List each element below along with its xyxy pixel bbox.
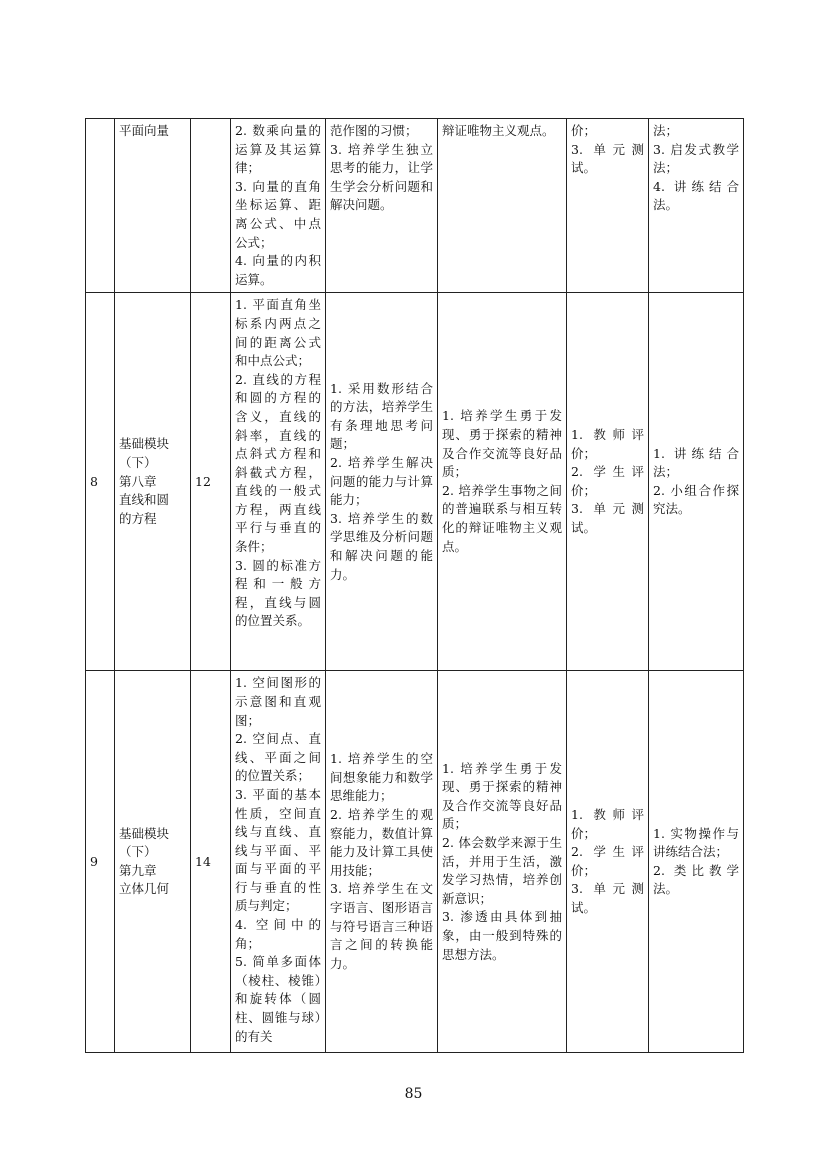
ability-cell: 1. 培养学生的空间想象能力和数学思维能力； 2. 培养学生的观察能力，数值计算能力及计算工具使用技能； 3. 培养学生在文字语言、图形语言与符号语言三种语言之间的转换能力。	[326, 671, 438, 1053]
evaluation-cell: 价； 3. 单元测试。	[567, 119, 649, 293]
content-cell: 1. 平面直角坐标系内两点之间的距离公式和中点公式； 2. 直线的方程和圆的方程的含义，直线的斜率，直线的点斜式方程和斜截式方程，直线的一般式方程，两直线平行与垂直的条件； 3. 圆的标准方程和一般方程，直线与圆的位置关系。	[231, 293, 326, 671]
page-number: 85	[404, 1086, 423, 1102]
evaluation-cell: 1. 教师评价； 2. 学生评价； 3. 单元测试。	[567, 293, 649, 671]
content-cell: 2. 数乘向量的运算及其运算律； 3. 向量的直角坐标运算、距离公式、中点公式； 4. 向量的内积运算。	[231, 119, 326, 293]
content-cell: 1. 空间图形的示意图和直观图； 2. 空间点、直线、平面之间的位置关系； 3. 平面的基本性质，空间直线与直线、直线与平面、平面与平面的平行与垂直的性质与判定； 4. 空间中的角； 5. 简单多面体（棱柱、棱锥）和旋转体（圆柱、圆锥与球）的有关	[231, 671, 326, 1053]
syllabus-table	[85, 118, 744, 1053]
table-row	[86, 671, 744, 1053]
hours-cell	[191, 119, 231, 293]
moral-cell: 辩证唯物主义观点。	[438, 119, 567, 293]
moral-cell: 1. 培养学生勇于发现、勇于探索的精神及合作交流等良好品质； 2. 培养学生事物之间的普遍联系与相互转化的辩证唯物主义观点。	[438, 293, 567, 671]
evaluation-cell: 1. 教师评价； 2. 学生评价； 3. 单元测试。	[567, 671, 649, 1053]
row-index: 8	[86, 293, 115, 671]
ability-cell: 1. 采用数形结合的方法，培养学生有条理地思考问题； 2. 培养学生解决问题的能力与计算能力； 3. 培养学生的数学思维及分析问题和解决问题的能力。	[326, 293, 438, 671]
methods-cell: 1. 讲练结合法； 2. 小组合作探究法。	[649, 293, 744, 671]
table-row	[86, 119, 744, 293]
table-row	[86, 293, 744, 671]
ability-cell: 范作图的习惯； 3. 培养学生独立思考的能力，让学生学会分析问题和解决问题。	[326, 119, 438, 293]
row-index	[86, 119, 115, 293]
methods-cell: 法； 3. 启发式教学法； 4. 讲练结合法。	[649, 119, 744, 293]
unit-cell: 基础模块 （下） 第九章 立体几何	[115, 671, 191, 1053]
unit-cell: 平面向量	[115, 119, 191, 293]
unit-cell: 基础模块 （下） 第八章 直线和圆 的方程	[115, 293, 191, 671]
moral-cell: 1. 培养学生勇于发现、勇于探索的精神及合作交流等良好品质； 2. 体会数学来源于生活，并用于生活，激发学习热情，培养创新意识； 3. 渗透由具体到抽象，由一般到特殊的思想方法。	[438, 671, 567, 1053]
hours-cell: 12	[191, 293, 231, 671]
hours-cell: 14	[191, 671, 231, 1053]
row-index: 9	[86, 671, 115, 1053]
methods-cell: 1. 实物操作与讲练结合法； 2. 类比教学法。	[649, 671, 744, 1053]
